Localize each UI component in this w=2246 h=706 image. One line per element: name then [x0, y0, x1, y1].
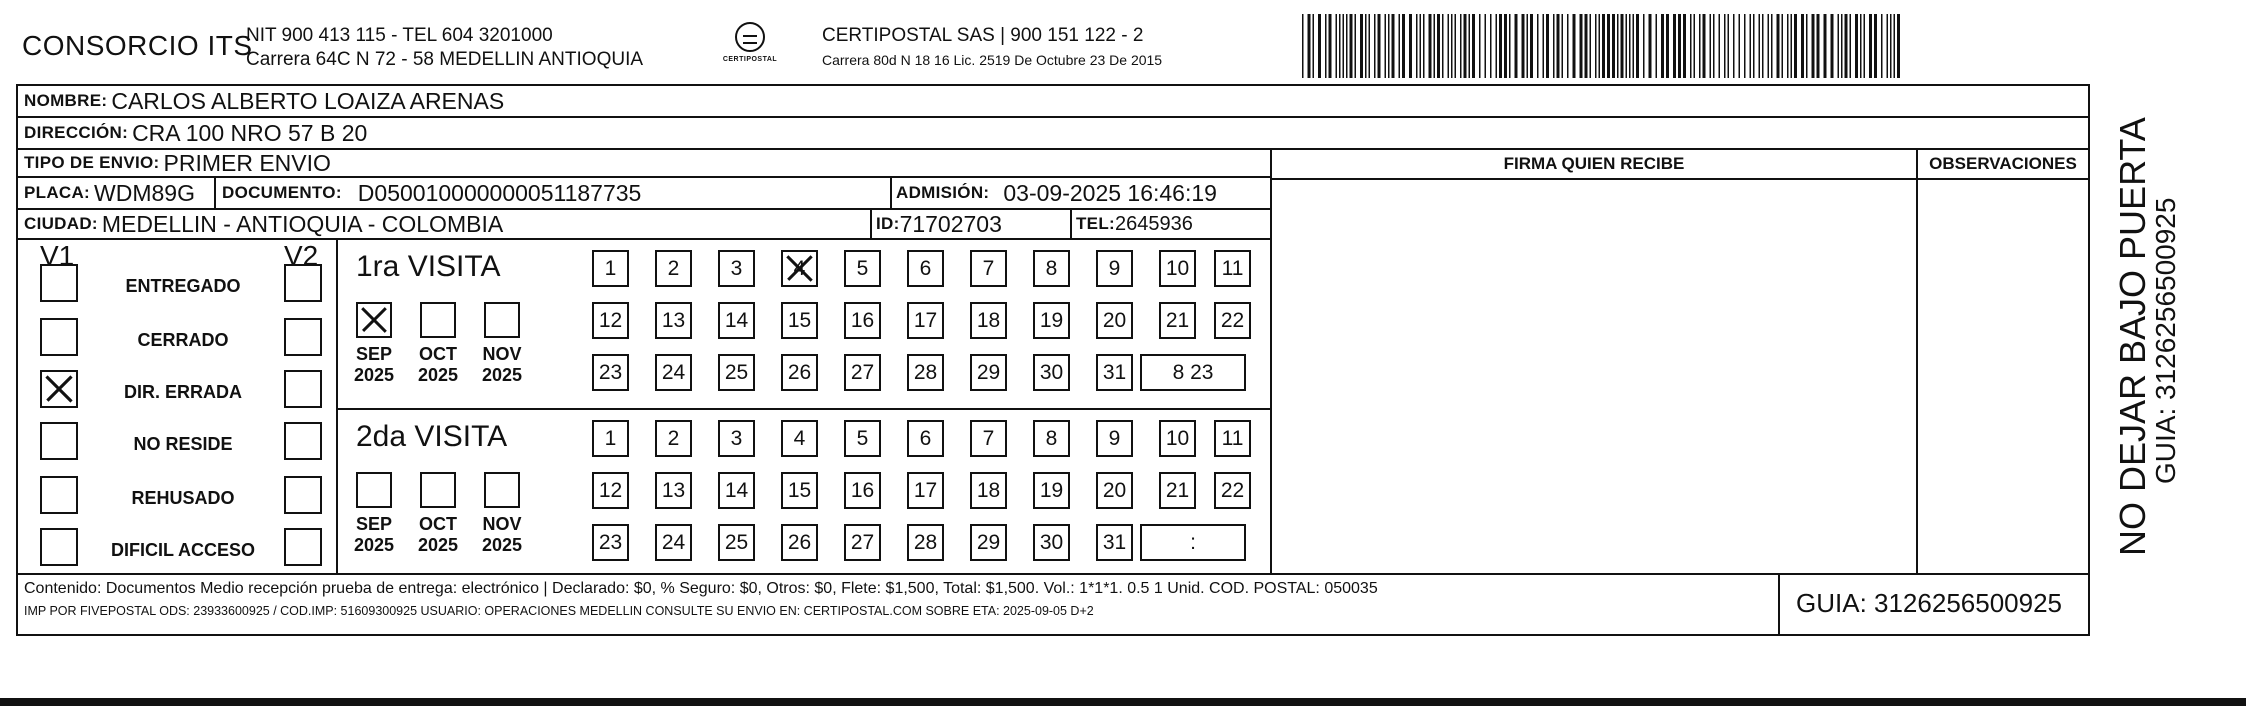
day-box[interactable]: 14 [718, 472, 755, 509]
day-box[interactable]: 24 [655, 354, 692, 391]
day-box[interactable]: 6 [907, 250, 944, 287]
day-box[interactable]: 9 [1096, 250, 1133, 287]
ship-type-label: TIPO DE ENVIO: [24, 153, 160, 172]
v1-checkbox[interactable] [40, 370, 78, 408]
company-address: Carrera 64C N 72 - 58 MEDELLIN ANTIOQUIA [246, 49, 644, 70]
day-box[interactable]: 28 [907, 354, 944, 391]
scan-edge [0, 698, 2246, 706]
day-box[interactable]: 17 [907, 472, 944, 509]
visit-time[interactable]: : [1140, 524, 1246, 561]
id-number: 71702703 [899, 210, 1002, 237]
day-box[interactable]: 4 [781, 420, 818, 457]
plate: WDM89G [94, 179, 195, 206]
day-box[interactable]: 19 [1033, 472, 1070, 509]
day-box[interactable]: 9 [1096, 420, 1133, 457]
logo-icon [735, 22, 765, 52]
barcode [1302, 14, 1900, 78]
v1-checkbox[interactable] [40, 476, 78, 514]
day-box[interactable]: 8 [1033, 420, 1070, 457]
day-box[interactable]: 22 [1214, 472, 1251, 509]
day-box[interactable]: 11 [1214, 250, 1251, 287]
day-box[interactable]: 18 [970, 302, 1007, 339]
day-box[interactable]: 17 [907, 302, 944, 339]
recipient-name: CARLOS ALBERTO LOAIZA ARENAS [111, 87, 505, 114]
day-box[interactable]: 3 [718, 420, 755, 457]
admission-label: ADMISIÓN: [896, 183, 990, 202]
status-label: DIR. ERRADA [123, 382, 242, 402]
month-label: OCT 2025 [417, 514, 459, 555]
address-label: DIRECCIÓN: [24, 123, 129, 142]
day-box[interactable]: 18 [970, 472, 1007, 509]
month-checkbox[interactable] [356, 302, 392, 338]
month-label: OCT 2025 [417, 344, 459, 385]
admission: 03-09-2025 16:46:19 [1003, 179, 1217, 206]
day-box[interactable]: 13 [655, 302, 692, 339]
day-box[interactable]: 26 [781, 524, 818, 561]
day-box[interactable]: 2 [655, 250, 692, 287]
v1-checkbox[interactable] [40, 528, 78, 566]
company-info [246, 24, 643, 72]
day-box[interactable]: 14 [718, 302, 755, 339]
recipient-address: CRA 100 NRO 57 B 20 [132, 119, 368, 146]
certipostal-logo [716, 22, 784, 72]
city-label: CIUDAD: [24, 214, 98, 233]
v2-checkbox[interactable] [284, 476, 322, 514]
day-box[interactable]: 2 [655, 420, 692, 457]
ship-type-row [18, 150, 1270, 178]
day-box[interactable]: 20 [1096, 302, 1133, 339]
day-box[interactable]: 10 [1159, 250, 1196, 287]
day-box[interactable]: 27 [844, 354, 881, 391]
side-warning: NO DEJAR BAJO PUERTA [2112, 117, 2153, 556]
day-box[interactable]: 31 [1096, 524, 1133, 561]
day-box[interactable]: 5 [844, 250, 881, 287]
visit-title: 1ra VISITA [356, 250, 501, 283]
name-row [18, 86, 2088, 118]
day-box[interactable]: 12 [592, 302, 629, 339]
v2-checkbox[interactable] [284, 422, 322, 460]
month-checkbox[interactable] [420, 472, 456, 508]
carrier-name: CERTIPOSTAL SAS | 900 151 122 - 2 [822, 25, 1144, 46]
status-label: ENTREGADO [125, 276, 241, 296]
v2-checkbox[interactable] [284, 264, 322, 302]
day-box[interactable]: 29 [970, 524, 1007, 561]
company-name: CONSORCIO ITS [22, 30, 253, 61]
day-box[interactable]: 7 [970, 250, 1007, 287]
status-label: NO RESIDE [133, 434, 233, 454]
v2-checkbox[interactable] [284, 318, 322, 356]
day-box[interactable]: 28 [907, 524, 944, 561]
day-box[interactable]: 15 [781, 302, 818, 339]
day-box[interactable]: 21 [1159, 302, 1196, 339]
day-box[interactable]: 4 [781, 250, 818, 287]
footer-print-info: IMP POR FIVEPOSTAL ODS: 23933600925 / COD.IMP: 51609300925 USUARIO: OPERACIONES MEDELLIN CONSULTE SU ENVIO EN: CERTIPOSTAL.COM SOBRE ETA: 2025-09-05 D+2 [24, 604, 1094, 618]
footer-contents: Contenido: Documentos Medio recepción prueba de entrega: electrónico | Declarado: $0, % Seguro: $0, Otros: $0, Flete: $1,500, Total: $1,500. Vol.: 1*1*1. 0.5 1 Unid. COD. POSTAL: 050035 [24, 580, 1378, 597]
day-box[interactable]: 29 [970, 354, 1007, 391]
day-box[interactable]: 16 [844, 302, 881, 339]
month-label: NOV 2025 [481, 514, 523, 555]
month-label: SEP 2025 [353, 514, 395, 555]
address-row [18, 118, 2088, 150]
month-label: SEP 2025 [353, 344, 395, 385]
status-label: CERRADO [137, 330, 229, 350]
side-guia: GUIA: 3126256500925 [2150, 197, 2181, 484]
id-label: ID: [876, 214, 900, 233]
day-box[interactable]: 21 [1159, 472, 1196, 509]
month-checkbox[interactable] [420, 302, 456, 338]
day-box[interactable]: 1 [592, 420, 629, 457]
day-box[interactable]: 12 [592, 472, 629, 509]
v2-checkbox[interactable] [284, 370, 322, 408]
day-box[interactable]: 19 [1033, 302, 1070, 339]
carrier-address: Carrera 80d N 18 16 Lic. 2519 De Octubre 23 De 2015 [822, 52, 1163, 68]
city-row [18, 210, 1270, 240]
v1-checkbox[interactable] [40, 422, 78, 460]
observations-header: OBSERVACIONES [1929, 154, 2077, 173]
month-label: NOV 2025 [481, 344, 523, 385]
v1-checkbox[interactable] [40, 318, 78, 356]
day-box[interactable]: 24 [655, 524, 692, 561]
day-box[interactable]: 25 [718, 354, 755, 391]
month-checkbox[interactable] [484, 472, 520, 508]
day-box[interactable]: 1 [592, 250, 629, 287]
plate-label: PLACA: [24, 183, 91, 202]
day-box[interactable]: 7 [970, 420, 1007, 457]
v1-checkbox[interactable] [40, 264, 78, 302]
ship-type: PRIMER ENVIO [163, 149, 331, 176]
day-box[interactable]: 13 [655, 472, 692, 509]
day-box[interactable]: 5 [844, 420, 881, 457]
v2-checkbox[interactable] [284, 528, 322, 566]
status-label: REHUSADO [131, 488, 235, 508]
month-checkbox[interactable] [484, 302, 520, 338]
day-box[interactable]: 27 [844, 524, 881, 561]
document: D050010000000051187735 [357, 179, 642, 206]
signature-header: FIRMA QUIEN RECIBE [1503, 154, 1685, 173]
v2-label: V2 [284, 240, 319, 271]
day-box[interactable]: 10 [1159, 420, 1196, 457]
day-box[interactable]: 16 [844, 472, 881, 509]
logo-caption: CERTIPOSTAL [722, 56, 778, 63]
footer-guia: GUIA: 3126256500925 [1796, 588, 2062, 618]
day-box[interactable]: 20 [1096, 472, 1133, 509]
day-box[interactable]: 11 [1214, 420, 1251, 457]
delivery-form [16, 84, 2090, 636]
tel-label: TEL: [1076, 214, 1115, 233]
day-box[interactable]: 26 [781, 354, 818, 391]
tel: 2645936 [1114, 212, 1193, 235]
day-box[interactable]: 30 [1033, 524, 1070, 561]
day-box[interactable]: 23 [592, 524, 629, 561]
name-label: NOMBRE: [24, 91, 108, 110]
plate-row [18, 178, 1270, 210]
day-box[interactable]: 8 [1033, 250, 1070, 287]
visit-time[interactable]: 8 23 [1140, 354, 1246, 391]
day-box[interactable]: 3 [718, 250, 755, 287]
carrier-info [822, 24, 1162, 72]
day-box[interactable]: 6 [907, 420, 944, 457]
day-box[interactable]: 15 [781, 472, 818, 509]
day-box[interactable]: 23 [592, 354, 629, 391]
visit-title: 2da VISITA [356, 420, 508, 453]
day-box[interactable]: 31 [1096, 354, 1133, 391]
document-label: DOCUMENTO: [222, 183, 342, 202]
city: MEDELLIN - ANTIOQUIA - COLOMBIA [101, 210, 504, 237]
day-box[interactable]: 22 [1214, 302, 1251, 339]
v1-label: V1 [40, 240, 75, 271]
company-nit: NIT 900 413 115 - TEL 604 3201000 [246, 25, 553, 46]
day-box[interactable]: 25 [718, 524, 755, 561]
month-checkbox[interactable] [356, 472, 392, 508]
day-box[interactable]: 30 [1033, 354, 1070, 391]
status-label: DIFICIL ACCESO [110, 540, 255, 560]
